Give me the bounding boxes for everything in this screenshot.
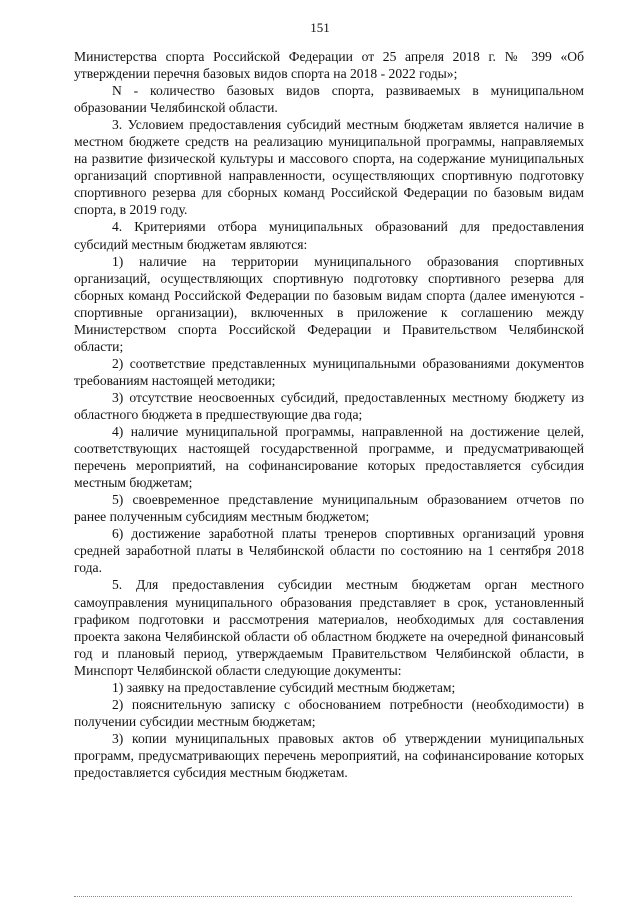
footer-divider [74, 896, 572, 897]
list-item-document-3: 3) копии муниципальных правовых актов об утверждении муниципальных программ, предусматривающих перечень мероприятий, на софинансирование которых предоставляется субсидия местным бюджетам. [74, 730, 584, 780]
paragraph-section-4: 4. Критериями отбора муниципальных образований для предоставления субсидий местным бюджетам являются: [74, 219, 584, 252]
document-body [74, 48, 584, 781]
list-item-criterion-5: 5) своевременное представление муниципальным образованием отчетов по ранее полученным субсидиям местным бюджетом; [74, 492, 584, 525]
paragraph-continuation: Министерства спорта Российской Федерации от 25 апреля 2018 г. № 399 «Об утверждении перечня базовых видов спорта на 2018 - 2022 годы»; [74, 49, 584, 82]
list-item-criterion-6: 6) достижение заработной платы тренеров спортивных организаций уровня средней заработной платы в Челябинской области по состоянию на 1 сентября 2018 года. [74, 526, 584, 576]
list-item-criterion-2: 2) соответствие представленных муниципальными образованиями документов требованиям настоящей методики; [74, 355, 584, 388]
page-number: 151 [310, 20, 330, 35]
list-item-document-2: 2) пояснительную записку с обоснованием потребности (необходимости) в получении субсидии местным бюджетам; [74, 696, 584, 729]
list-item-criterion-1: 1) наличие на территории муниципального образования спортивных организаций, осуществляющих спортивную подготовку спортивного резерва для сборных команд Российской Федерации по базовым видам спорта (далее именуются - спортивные организации), включенных в приложение к соглашению между Министерством спорта Российской Федерации и Правительством Челябинской области; [74, 253, 584, 354]
list-item-criterion-4: 4) наличие муниципальной программы, направленной на достижение целей, соответствующих настоящей государственной программе, и предусматривающей перечень мероприятий, на софинансирование которых предоставляется субсидия местным бюджетам; [74, 424, 584, 491]
paragraph-section-3: 3. Условием предоставления субсидий местным бюджетам является наличие в местном бюджете средств на реализацию муниципальной программы, направляемых на развитие физической культуры и массового спорта, на содержание муниципальных организаций спортивной направленности, осуществляющих спортивную подготовку спортивного резерва для сборных команд Российской Федерации по базовым видам спорта, в 2019 году. [74, 117, 584, 218]
list-item-document-1: 1) заявку на предоставление субсидий местным бюджетам; [112, 679, 456, 695]
paragraph-definition-n: N - количество базовых видов спорта, развиваемых в муниципальном образовании Челябинской области. [74, 83, 584, 116]
paragraph-section-5: 5. Для предоставления субсидии местным бюджетам орган местного самоуправления муниципального образования представляет в срок, установленный графиком подготовки и рассмотрения материалов, необходимых для составления проекта закона Челябинской области об областном бюджете на очередной финансовый год и плановый период, утверждаемым Правительством Челябинской области, в Минспорт Челябинской области следующие документы: [74, 577, 584, 678]
list-item-criterion-3: 3) отсутствие неосвоенных субсидий, предоставленных местному бюджету из областного бюджета в предшествующие два года; [74, 389, 584, 422]
